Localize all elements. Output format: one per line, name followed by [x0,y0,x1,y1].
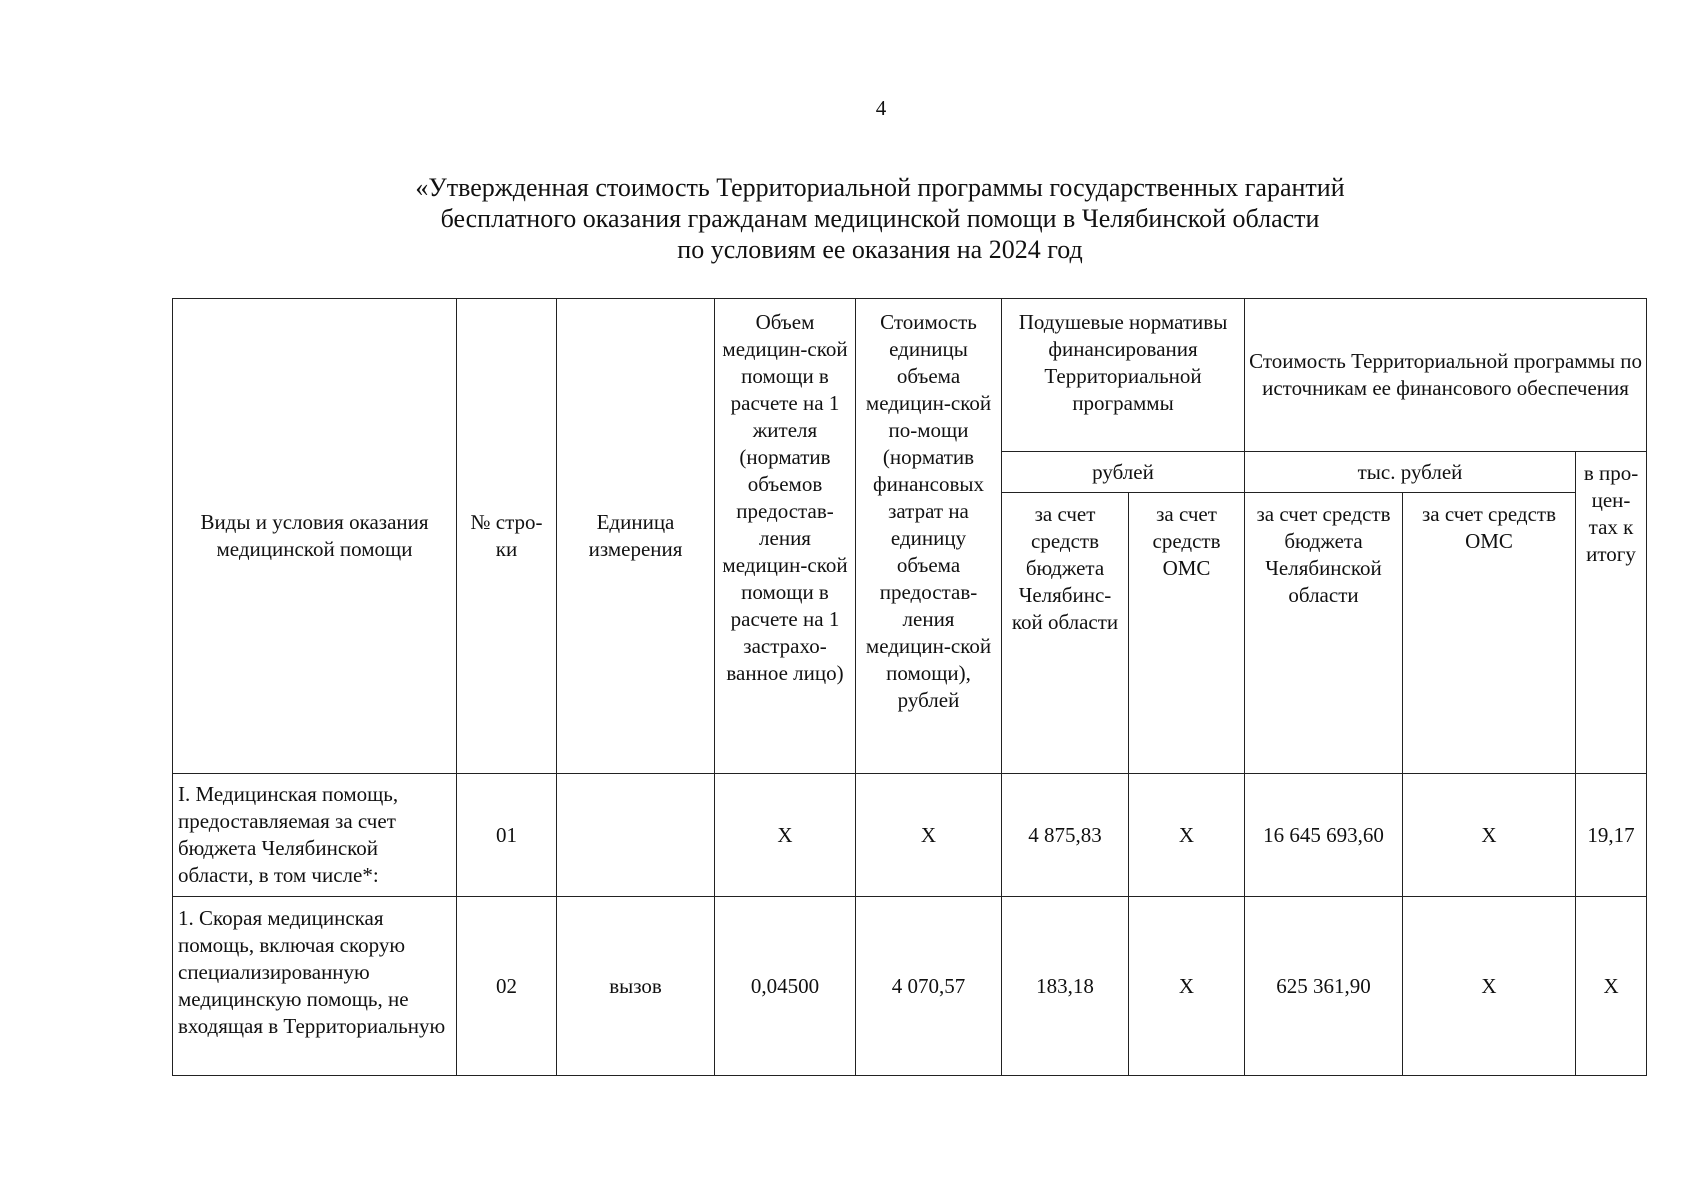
row-cost-budget: 625 361,90 [1245,897,1403,1076]
header-program-cost: Стоимость Территориальной программы по источникам ее финансового обеспечения [1245,299,1647,452]
row-volume: X [715,774,856,897]
row-volume: 0,04500 [715,897,856,1076]
header-pc-budget: за счет средств бюджета Челябинс-кой области [1002,493,1129,774]
row-unit [557,774,715,897]
header-pc-oms: за счет средств ОМС [1129,493,1245,774]
header-cost-oms: за счет средств ОМС [1403,493,1576,774]
row-pc-oms: X [1129,774,1245,897]
row-cost-oms: X [1403,774,1576,897]
row-pc-oms: X [1129,897,1245,1076]
document-title [280,172,1480,265]
header-per-capita: Подушевые нормативы финансирования Территориальной программы [1002,299,1245,452]
header-types: Виды и условия оказания медицинской помощи [173,299,457,774]
row-pc-budget: 4 875,83 [1002,774,1129,897]
row-unit-cost: X [856,774,1002,897]
row-cost-oms: X [1403,897,1576,1076]
table-row [173,774,1647,897]
row-percent: 19,17 [1576,774,1647,897]
row-cost-budget: 16 645 693,60 [1245,774,1403,897]
row-no: 01 [457,774,557,897]
cost-table [172,298,1647,1076]
row-unit-cost: 4 070,57 [856,897,1002,1076]
header-unit: Единица измерения [557,299,715,774]
title-line-2: бесплатного оказания гражданам медицинской помощи в Челябинской области [440,204,1320,233]
header-unit-cost: Стоимость единицы объема медицин-ской по-мощи (норматив финансовых затрат на единицу объема предостав-ления медицин-ской помощи), рублей [856,299,1002,774]
row-no: 02 [457,897,557,1076]
table-row [173,897,1647,1076]
header-volume: Объем медицин-ской помощи в расчете на 1 жителя (норматив объемов предостав-ления медицин-ской помощи в расчете на 1 застрахо-ванное лицо) [715,299,856,774]
page-number: 4 [875,96,887,120]
title-line-1: «Утвержденная стоимость Территориальной программы государственных гарантий [415,173,1345,202]
header-rubles: рублей [1002,452,1245,493]
row-percent: X [1576,897,1647,1076]
row-unit: вызов [557,897,715,1076]
header-cost-budget: за счет средств бюджета Челябинской области [1245,493,1403,774]
header-row-no: № стро-ки [457,299,557,774]
title-line-3: по условиям ее оказания на 2024 год [677,235,1083,264]
header-thousand-rubles: тыс. рублей [1245,452,1576,493]
row-pc-budget: 183,18 [1002,897,1129,1076]
row-name: 1. Скорая медицинская помощь, включая скорую специализированную медицинскую помощь, не входящая в Территориальную [173,897,457,1076]
row-name: I. Медицинская помощь, предоставляемая за счет бюджета Челябинской области, в том числе*: [173,774,457,897]
header-percent: в про-цен-тах к итогу [1576,452,1647,774]
